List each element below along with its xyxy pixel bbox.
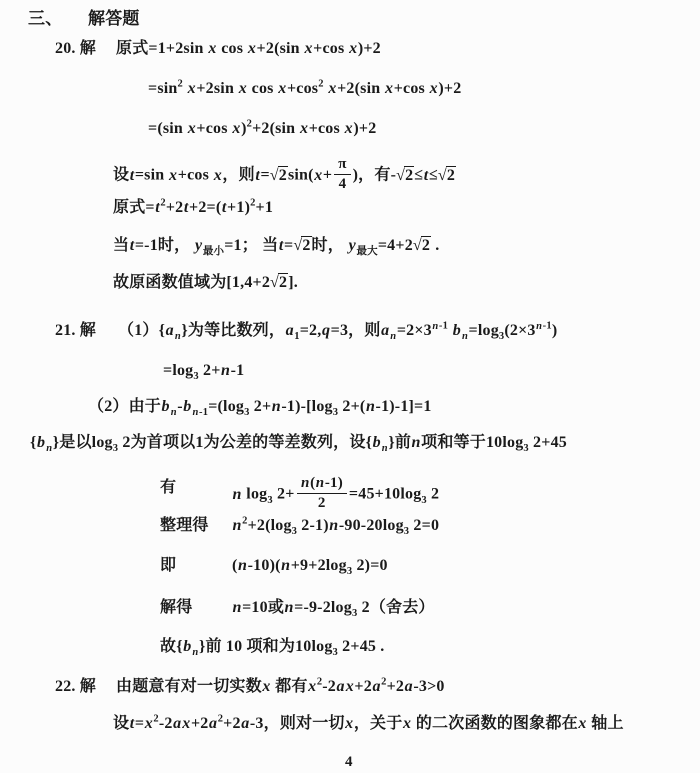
- problem-21-solution-line-1: 21. 解: [55, 322, 97, 339]
- section-heading: 三、: [28, 9, 63, 28]
- problem-21-solution-line-6: 整理得: [160, 517, 209, 534]
- problem-22-solution-line-1: 由题意有对一切实数x 都有$x^2-2ax+2a^2+2a-3>0$: [116, 676, 445, 695]
- problem-21-solution-line-3: （2）由于$b_n-b_{n-1}=(\log_3$ $2+n-1)-[\log_3$ 2+(n-1)-1]=1: [88, 398, 432, 419]
- problem-20-solution-line-1: 原式=1+2sin x cos x+2(sin x+cos x)+2: [116, 40, 381, 57]
- problem-21-solution-line-7: 即: [160, 557, 177, 574]
- problem-21-solution-line-5: 有: [160, 479, 177, 496]
- problem-21-solution-line-8: n=10或$n=-9-2\log_3$ 2（舍去）: [232, 599, 435, 620]
- problem-20-solution-line-1: 20. 解: [55, 40, 97, 57]
- problem-21-solution-line-8: 解得: [160, 599, 193, 616]
- problem-20-solution-line-2: $=\sin^2$ x+2sin x $\cos x+\cos^2$ x+2(sin x+cos x)+2: [148, 78, 462, 97]
- problem-21-solution-line-2: $=\log_3$ 2+n-1: [163, 362, 245, 383]
- problem-20-solution-line-3: =(sin x+cos x)$^2$+2(sin x+cos x)+2: [148, 118, 377, 137]
- problem-21-solution-line-6: $n^2+2(\log_3$ $2-1)n-90-20\log_3$ 2=0: [232, 515, 440, 538]
- problem-21-solution-line-9: 故$\{b_n\}$前 10 项和为$10\log_3$ 2+45 .: [160, 638, 385, 659]
- problem-22-solution-line-1: 22. 解: [55, 678, 97, 695]
- problem-21-solution-line-1: $(1)\{a_n\}$为等比数列，$a_1=2,q=3$，则$a_n=2\times 3^{n-1}$ $b_n=\log_3(2\times 3^{n-1})$: [118, 320, 558, 343]
- problem-21-solution-line-5: n $\log_3 2+$ $\frac{n(n-1)}{2}$ $=45+10\log_3$ 2: [232, 475, 440, 511]
- problem-21-solution-line-7: $(n-10)(n+9+2\log_3$ 2)=0: [232, 557, 388, 578]
- problem-20-solution-line-5: 原式$=t^2+2t+2=(t+1)^2+1$: [113, 197, 274, 216]
- problem-22-solution-line-2: 设$t=x^2-2ax+2a^2+2a-3$，则对一切x，关于x 的二次函数的图象都在x 轴上: [113, 713, 624, 732]
- problem-20-solution-line-4: 设t=sin x+cos x，则t=√2sin(x+ $\frac{\pi}{4}$ )，有-√2≤t≤√2: [113, 156, 456, 192]
- section-heading: 解答题: [88, 9, 140, 28]
- problem-20-solution-line-6: 当t=-1时， $y_{最小}=1$； 当t=√2时， $y_{最大}=4+2√2$ .: [113, 237, 440, 258]
- page-number: 4: [345, 754, 353, 770]
- problem-21-solution-line-4: $\{b_n\}$是以$\log_3 2$为首项以1为公差的等差数列，设$\{b_n\}$前n项和等于$10\log_3$ 2+45: [30, 434, 567, 455]
- problem-20-solution-line-7: 故原函数值域为[1,4+2√2].: [113, 274, 298, 291]
